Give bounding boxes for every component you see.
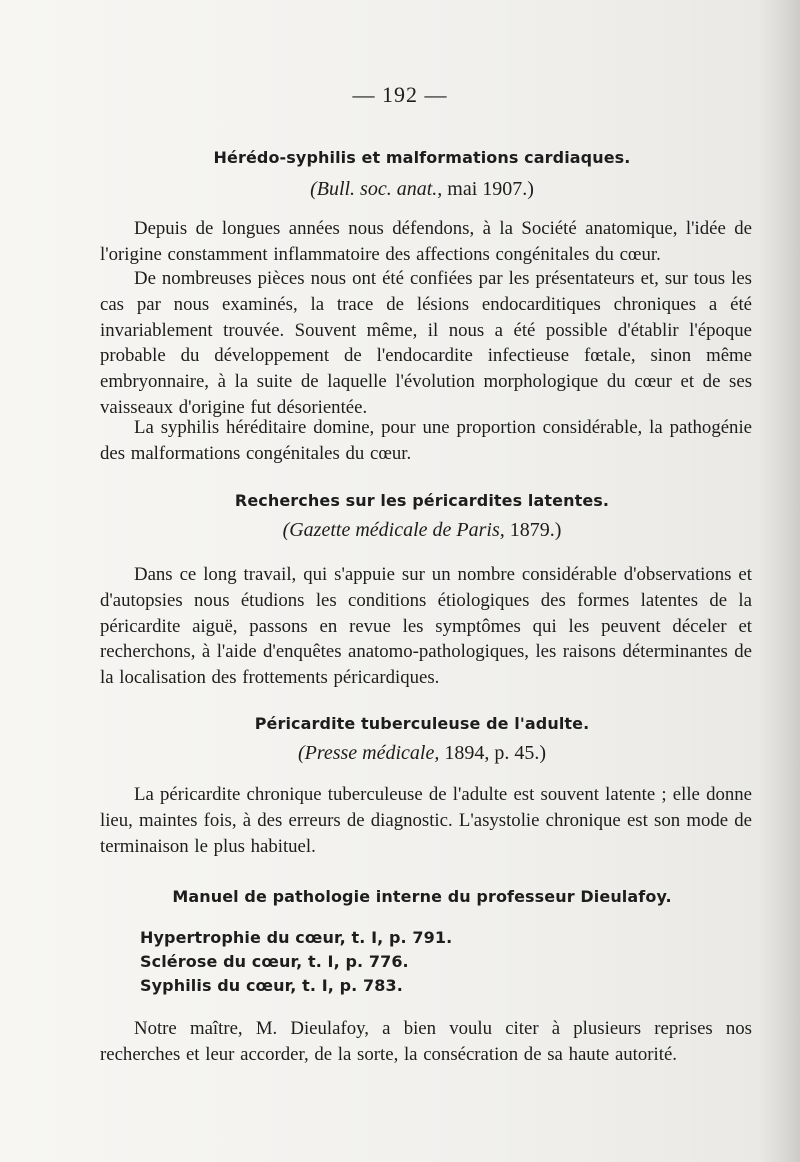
reference-list-item: Hypertrophie du cœur, t. I, p. 791. bbox=[140, 928, 453, 947]
citation-source: (Gazette médicale de Paris, bbox=[282, 519, 505, 541]
citation-date: mai 1907.) bbox=[447, 178, 534, 200]
section-title-pericardite-tuberculeuse: Péricardite tuberculeuse de l'adulte. bbox=[254, 714, 590, 733]
section-title-manuel-pathologie: Manuel de pathologie interne du professeur Dieulafoy. bbox=[172, 887, 672, 906]
paragraph: La syphilis héréditaire domine, pour une proportion considérable, la pathogénie des malformations congénitales du cœur. bbox=[100, 417, 752, 464]
citation-date: 1894, p. 45.) bbox=[444, 742, 547, 764]
paragraph: Notre maître, M. Dieulafoy, a bien voulu citer à plusieurs reprises nos recherches et leur accorder, de la sorte, la consécration de sa haute autorité. bbox=[100, 1018, 752, 1065]
reference-list-item: Sclérose du cœur, t. I, p. 776. bbox=[140, 952, 409, 971]
section-citation bbox=[0, 742, 800, 765]
paragraph: La péricardite chronique tuberculeuse de l'adulte est souvent latente ; elle donne lieu, maintes fois, à des erreurs de diagnostic. L'asystolie chronique est son mode de terminaison le plus habituel. bbox=[100, 784, 752, 857]
reference-list-item: Syphilis du cœur, t. I, p. 783. bbox=[140, 976, 403, 995]
section-title-heredo-syphilis: Hérédo-syphilis et malformations cardiaques. bbox=[213, 148, 631, 167]
paragraph: Dans ce long travail, qui s'appuie sur un nombre considérable d'observations et d'autopsies nous étudions les conditions étiologiques des formes latentes de la péricardite aiguë, passons en revue les symptômes qui les peuvent déceler et recherchons, à l'aide d'enquêtes anatomo-pathologiques, les raisons déterminantes de la localisation des frottements péricardiques. bbox=[100, 564, 752, 689]
page-number: — 192 — bbox=[352, 82, 448, 107]
paragraph: De nombreuses pièces nous ont été confiées par les présentateurs et, sur tous les cas par nous examinés, la trace de lésions endocarditiques chroniques a été invariablement trouvée. Souvent même, il nous a été possible d'établir l'époque probable du développement de l'endocardite infectieuse fœtale, sinon même embryonnaire, à la suite de laquelle l'évolution morphologique du cœur et de ses vaisseaux d'origine fut désorientée. bbox=[100, 268, 752, 418]
citation-source: (Bull. soc. anat., bbox=[310, 178, 443, 200]
section-citation bbox=[0, 178, 800, 201]
paragraph: Depuis de longues années nous défendons, à la Société anatomique, l'idée de l'origine constamment inflammatoire des affections congénitales du cœur. bbox=[100, 218, 752, 265]
citation-date: 1879.) bbox=[509, 519, 562, 541]
section-title-pericardites-latentes: Recherches sur les péricardites latentes. bbox=[234, 491, 610, 510]
section-citation bbox=[0, 519, 800, 542]
citation-source: (Presse médicale, bbox=[297, 742, 440, 764]
